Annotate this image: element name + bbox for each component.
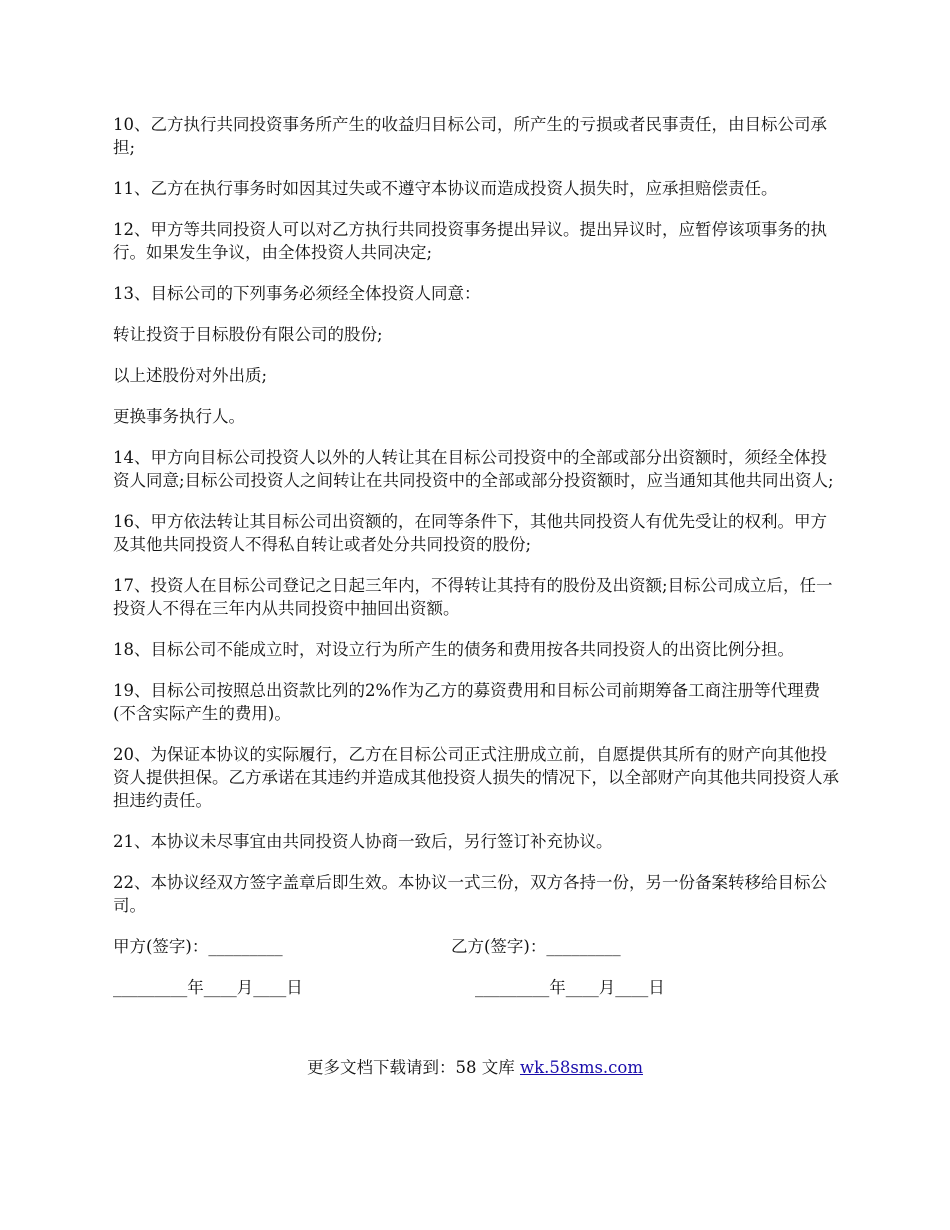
date-row <box>113 976 843 999</box>
document-body <box>113 113 843 999</box>
clause-21: 21、本协议未尽事宜由共同投资人协商一致后，另行签订补充协议。 <box>113 832 613 851</box>
clause-16: 16、甲方依法转让其目标公司出资额的，在同等条件下，其他共同投资人有优先受让的权利。甲方及其他共同投资人不得私自转让或者处分共同投资的股份; <box>113 512 827 554</box>
clause-14: 14、甲方向目标公司投资人以外的人转让其在目标公司投资中的全部或部分出资额时，须经全体投资人同意;目标公司投资人之间转让在共同投资中的全部或部分投资额时，应当通知其他共同出资人; <box>113 448 834 490</box>
signature-row <box>113 935 843 958</box>
footer-prefix: 更多文档下载请到：58 文库 <box>306 1058 520 1077</box>
clause-13: 13、目标公司的下列事务必须经全体投资人同意： <box>113 284 481 303</box>
clause-10: 10、乙方执行共同投资事务所产生的收益归目标公司，所产生的亏损或者民事责任，由目标公司承担; <box>113 115 827 157</box>
clause-22: 22、本协议经双方签字盖章后即生效。本协议一式三份，双方各持一份，另一份备案转移给目标公司。 <box>113 873 827 915</box>
clause-20: 20、为保证本协议的实际履行，乙方在目标公司正式注册成立前，自愿提供其所有的财产向其他投资人提供担保。乙方承诺在其违约并造成其他投资人损失的情况下，以全部财产向其他共同投资人承担违约责任。 <box>113 745 839 810</box>
party-b-date: _________年____月____日 <box>475 978 665 997</box>
clause-13-item-1: 转让投资于目标股份有限公司的股份; <box>113 325 383 344</box>
download-footer <box>0 1056 950 1079</box>
clause-13-item-3: 更换事务执行人。 <box>113 407 245 426</box>
clause-13-item-2: 以上述股份对外出质; <box>113 366 268 385</box>
party-b-signature: 乙方(签字)：_________ <box>451 937 621 956</box>
clause-11: 11、乙方在执行事务时如因其过失或不遵守本协议而造成投资人损失时，应承担赔偿责任。 <box>113 179 778 198</box>
clause-17: 17、投资人在目标公司登记之日起三年内，不得转让其持有的股份及出资额;目标公司成立后，任一投资人不得在三年内从共同投资中抽回出资额。 <box>113 576 833 618</box>
footer-link[interactable]: wk.58sms.com <box>519 1058 643 1077</box>
party-a-date: _________年____月____日 <box>113 978 303 997</box>
party-a-signature: 甲方(签字)：_________ <box>113 937 283 956</box>
clause-12: 12、甲方等共同投资人可以对乙方执行共同投资事务提出异议。提出异议时，应暂停该项事务的执行。如果发生争议，由全体投资人共同决定; <box>113 220 827 262</box>
clause-18: 18、目标公司不能成立时，对设立行为所产生的债务和费用按各共同投资人的出资比例分担。 <box>113 640 794 659</box>
clause-19: 19、目标公司按照总出资款比列的2%作为乙方的募资费用和目标公司前期筹备工商注册等代理费(不含实际产生的费用)。 <box>113 681 821 723</box>
